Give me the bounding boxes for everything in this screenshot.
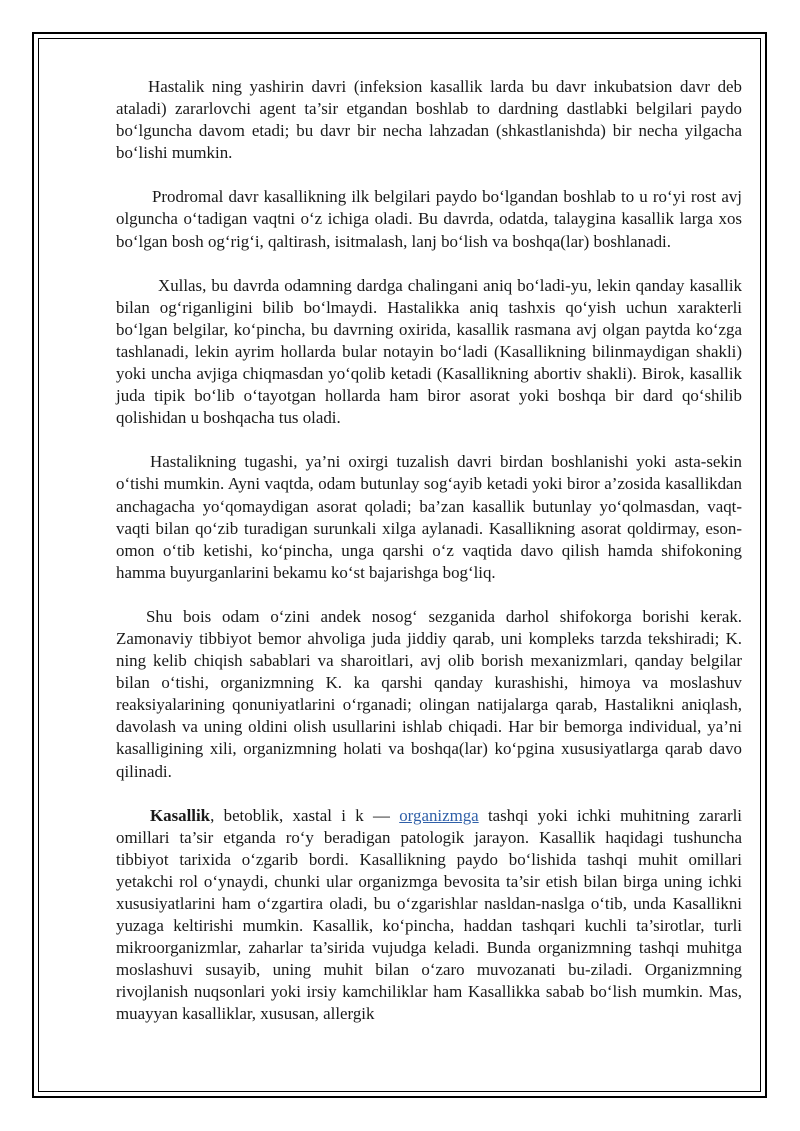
definition-term: Kasallik [150, 805, 211, 825]
paragraph-medical-care: Shu bois odam o‘zini andek nosog‘ sezganida darhol shifokorga borishi kerak. Zamonaviy tibbiyot bemor ahvoliga juda jiddiy qarab, uni kompleks tarzda tekshiradi; K. ning kelib chiqish sabablari va sharoitlari, avj olib borish mexanizmlari, qanday belgilar bilan o‘tishi, organizmning K. ka qarshi qanday kurashishi, himoya va moslashuv reaksiyalarining qonuniyatlarini o‘rganadi; olingan natijalarga qarab, Hastalikni aniqlash, davolash va uning oldini olish usullarini ishlab chiqadi. Har bir bemorga individual, ya’ni kasalligining xili, organizmning holati va boshqa(lar) ko‘pgina xususiyatlarga qarab davo qilinadi. [116, 606, 742, 781]
organizmga-link[interactable]: organizmga [399, 805, 479, 825]
paragraph-latent-period: Hastalik ning yashirin davri (infeksion kasallik larda bu davr inkubatsion davr deb ataladi) zararlovchi agent ta’sir etgandan boshlab to dardning dastlabki belgilari paydo bo‘lguncha davom etadi; bu davr bir necha lahzadan (shkastlanishda) bir necha yilgacha bo‘lishi mumkin. [116, 77, 742, 163]
paragraph-prodromal-period: Prodromal davr kasallikning ilk belgilari paydo bo‘lgandan boshlab to u ro‘yi rost avj olguncha o‘tadigan vaqtni o‘z ichiga oladi. Bu davrda, odatda, talaygina kasallik larga xos bo‘lgan bosh og‘rig‘i, qaltirash, isitmalash, lanj bo‘lish va boshqa(lar) boshlanadi. [116, 187, 742, 251]
document-body [116, 76, 742, 1048]
paragraph-definition [116, 805, 742, 1026]
definition-text-start: , betoblik, xastal i k — [210, 805, 400, 825]
paragraph-summary: Xullas, bu davrda odamning dardga chalingani aniq bo‘ladi-yu, lekin qanday kasallik bilan og‘riganligini bilib bo‘lmaydi. Hastalikka aniq tashxis qo‘yish uchun xarakterli bo‘lgan belgilar, ko‘pincha, bu davrning oxirida, kasallik rasmana avj olgan paytda ko‘zga tashlanadi, lekin ayrim hollarda bular notayin bo‘ladi (Kasallikning bilinmaydigan shakli) yoki uncha avjiga chiqmasdan yo‘qolib ketadi (Kasallikning abortiv shakli). Birok, kasallik juda tipik bo‘lib o‘tayotgan hollarda ham biror asorat yoki boshqa bir dard qo‘shilib qolishidan u boshqacha tus oladi. [116, 275, 742, 428]
paragraph-recovery: Hastalikning tugashi, ya’ni oxirgi tuzalish davri birdan boshlanishi yoki asta-sekin o‘tishi mumkin. Ayni vaqtda, odam butunlay sog‘ayib ketadi yoki biror a’zosida kasallikdan anchagacha yo‘qomaydigan asorat qoladi; ba’zan kasallik butunlay yo‘qolmasdan, vaqt-vaqti bilan qo‘zib turadigan surunkali xilga aylanadi. Kasallikning asorat qoldirmay, eson-omon o‘tib ketishi, ko‘pincha, unga qarshi o‘z vaqtida davo qilish hamda shifokoning hamma buyurganlarini bekamu ko‘st bajarishga bog‘liq. [116, 452, 742, 582]
definition-text-rest: tashqi yoki ichki muhitning zararli omillari ta’sir etganda ro‘y beradigan patologik jarayon. Kasallik haqidagi tushuncha tibbiyot tarixida o‘zgarib bordi. Kasallikning paydo bo‘lishida tashqi muhit omillari yetakchi rol o‘ynaydi, chunki ular organizmga bevosita ta’sir etish bilan birga uning ichki xususiyatlarini ham o‘zgartira oladi, bu o‘zgarishlar nasldan-naslga o‘tib, unda Kasallikni yuzaga keltirishi mumkin. Kasallik, ko‘pincha, haddan tashqari kuchli ta’sirotlar, turli mikroorganizmlar, zaharlar ta’sirida vujudga keladi. Bunda organizmning tashqi muhitga moslashuvi susayib, uning muhit bilan o‘zaro muvozanati bu-ziladi. Organizmning rivojlanish nuqsonlari yoki irsiy kamchiliklar ham Kasallikka sabab bo‘lish mumkin. Mas, muayyan kasalliklar, xususan, allergik [116, 805, 742, 1024]
